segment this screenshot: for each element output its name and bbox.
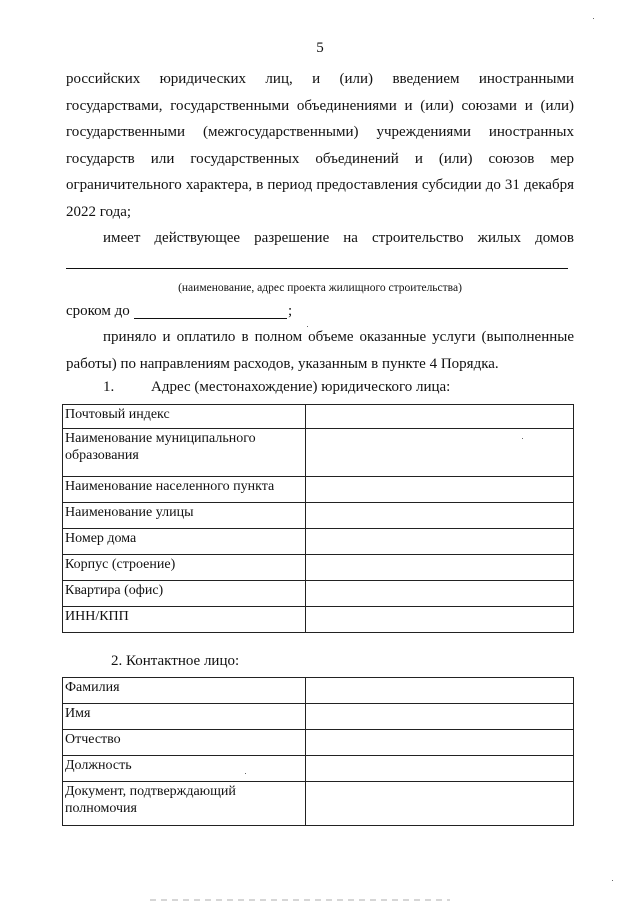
table-row [63,730,574,756]
scan-speck [307,326,308,327]
section1-title: Адрес (местонахождение) юридического лица: [151,379,451,395]
address-label: Квартира (офис) [63,581,306,607]
table-row [63,607,574,633]
house-number-field[interactable] [306,529,574,555]
table-row [63,555,574,581]
services-paragraph [66,324,574,377]
scan-speck [612,880,613,881]
building-field[interactable] [306,555,574,581]
table-row [63,429,574,477]
municipality-field[interactable] [306,429,574,477]
term-prefix: сроком до [66,303,130,319]
table-row [63,704,574,730]
scan-speck [245,773,246,774]
term-fill-line[interactable] [134,318,287,319]
continuation-paragraph-text: российских юридических лиц, и (или) введением иностранными государствами, государственными объединениями и (или) союзами и (или) государственными (межгосударственными) учреждениями иностранных государств или государственных объединений и (или) союзов мер ограничительного характера, в период предоставления субсидии до 31 декабря 2022 года; [66,71,574,220]
scan-speck [593,18,594,19]
patronymic-field[interactable] [306,730,574,756]
term-line [66,303,130,320]
scan-speck [522,438,523,439]
address-label: Корпус (строение) [63,555,306,581]
street-field[interactable] [306,503,574,529]
permit-line [66,225,574,252]
permit-caption: (наименование, адрес проекта жилищного строительства) [178,282,462,294]
apartment-field[interactable] [306,581,574,607]
section1-number: 1. [103,379,115,395]
address-label: Наименование муниципального образования [63,429,306,477]
table-row [63,477,574,503]
table-row [63,529,574,555]
scan-artifact [150,899,450,901]
inn-kpp-field[interactable] [306,607,574,633]
contact-label: Должность [63,756,306,782]
table-row [63,678,574,704]
services-paragraph-text: приняло и оплатило в полном объеме оказанные услуги (выполненные работы) по направлениям расходов, указанным в пункте 4 Порядка. [66,329,574,372]
address-label: Номер дома [63,529,306,555]
table-row [63,782,574,826]
postal-code-field[interactable] [306,405,574,429]
surname-field[interactable] [306,678,574,704]
address-label: ИНН/КПП [63,607,306,633]
contact-label: Отчество [63,730,306,756]
term-suffix: ; [288,303,293,319]
address-label: Наименование населенного пункта [63,477,306,503]
contact-label: Имя [63,704,306,730]
section2-title: 2. Контактное лицо: [111,653,240,669]
settlement-field[interactable] [306,477,574,503]
first-name-field[interactable] [306,704,574,730]
permit-line-text: имеет действующее разрешение на строительство жилых домов [103,230,574,246]
position-field[interactable] [306,756,574,782]
address-label: Наименование улицы [63,503,306,529]
contact-label: Фамилия [63,678,306,704]
contact-table [62,677,574,826]
table-row [63,581,574,607]
permit-fill-line[interactable] [66,268,568,269]
address-table [62,404,574,633]
address-label: Почтовый индекс [63,405,306,429]
table-row [63,756,574,782]
page-number: 5 [316,40,324,56]
contact-label: Документ, подтверждающий полномочия [63,782,306,826]
table-row [63,405,574,429]
authority-document-field[interactable] [306,782,574,826]
continuation-paragraph [66,66,574,225]
table-row [63,503,574,529]
